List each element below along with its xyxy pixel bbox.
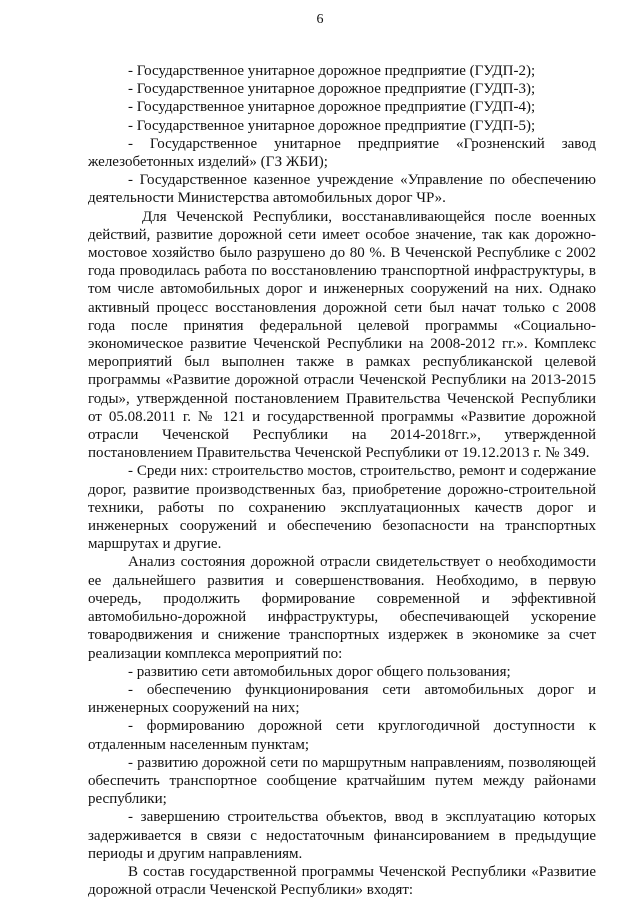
list-item-gku-management: - Государственное казенное учреждение «Управление по обеспечению деятельности Министерства автомобильных дорог ЧР».	[88, 172, 596, 207]
list-item-construction-completion: - завершению строительства объектов, ввод в эксплуатацию которых задерживается в связи с недостаточным финансированием в предыдущие периоды и другим направлениям.	[88, 809, 596, 862]
list-item-gudp-4: - Государственное унитарное дорожное предприятие (ГУДП-4);	[128, 99, 536, 116]
list-item-gudp-5: - Государственное унитарное дорожное предприятие (ГУДП-5);	[128, 117, 536, 134]
list-item-network-development: - развитию сети автомобильных дорог общего пользования;	[128, 663, 511, 680]
paragraph-among-them: - Среди них: строительство мостов, строительство, ремонт и содержание дорог, развитие производственных баз, приобретение дорожно-строительной техники, работы по сохранению эксплуатационных качеств дорог и инженерных сооружений и обеспечению безопасности на транспортных маршрутах и другие.	[88, 463, 596, 553]
list-item-gudp-2: - Государственное унитарное дорожное предприятие (ГУДП-2);	[128, 63, 536, 79]
list-item-year-round-access: - формированию дорожной сети круглогодичной доступности к отдаленным населенным пунктам;	[88, 718, 596, 753]
page-number: 6	[316, 12, 324, 27]
list-item-gudp-3: - Государственное унитарное дорожное предприятие (ГУДП-3);	[128, 81, 536, 98]
paragraph-analysis: Анализ состояния дорожной отрасли свидетельствует о необходимости ее дальнейшего развития и совершенствования. Необходимо, в первую очередь, продолжить формирование современной и эффективной автомобильно-дорожной инфраструктуры, обеспечивающей ускорение товародвижения и снижение транспортных издержек в экономике за счет реализации комплекса мероприятий по:	[88, 554, 596, 662]
list-item-network-functioning: - обеспечению функционирования сети автомобильных дорог и инженерных сооружений на них;	[88, 681, 596, 717]
list-item-gz-zhbi: - Государственное унитарное предприятие «Грозненский завод железобетонных изделий» (ГЗ ЖБИ);	[88, 135, 596, 171]
document-body	[88, 62, 596, 899]
paragraph-program-composition: В состав государственной программы Чеченской Республики «Развитие дорожной отрасли Чеченской Республики» входят:	[88, 863, 596, 899]
list-item-route-directions: - развитию дорожной сети по маршрутным направлениям, позволяющей обеспечить транспортное сообщение кратчайшим путем между районами республики;	[88, 754, 596, 808]
paragraph-restoration: Для Чеченской Республики, восстанавливающейся после военных действий, развитие дорожной сети имеет особое значение, так как дорожно-мостовое хозяйство было разрушено до 80 %. В Чеченской Республике с 2002 года проводилась работа по восстановлению транспортной инфраструктуры, в том числе автомобильных дорог и инженерных сооружений на них. Однако активный процесс восстановления дорожной сети был начат только с 2008 года после принятия федеральной целевой программы «Социально-экономическое развитие Чеченской Республики на 2008-2012 гг.». Комплекс мероприятий был выполнен также в рамках республиканской целевой программы «Развитие дорожной отрасли Чеченской Республики на 2013-2015 годы», утвержденной постановлением Правительства Чеченской Республики от 05.08.2011 г. № 121 и государственной программы «Развитие дорожной отрасли Чеченской Республики на 2014-2018гг.», утвержденной постановлением Правительства Чеченской Республики от 19.12.2013 г. № 349.	[88, 208, 596, 462]
